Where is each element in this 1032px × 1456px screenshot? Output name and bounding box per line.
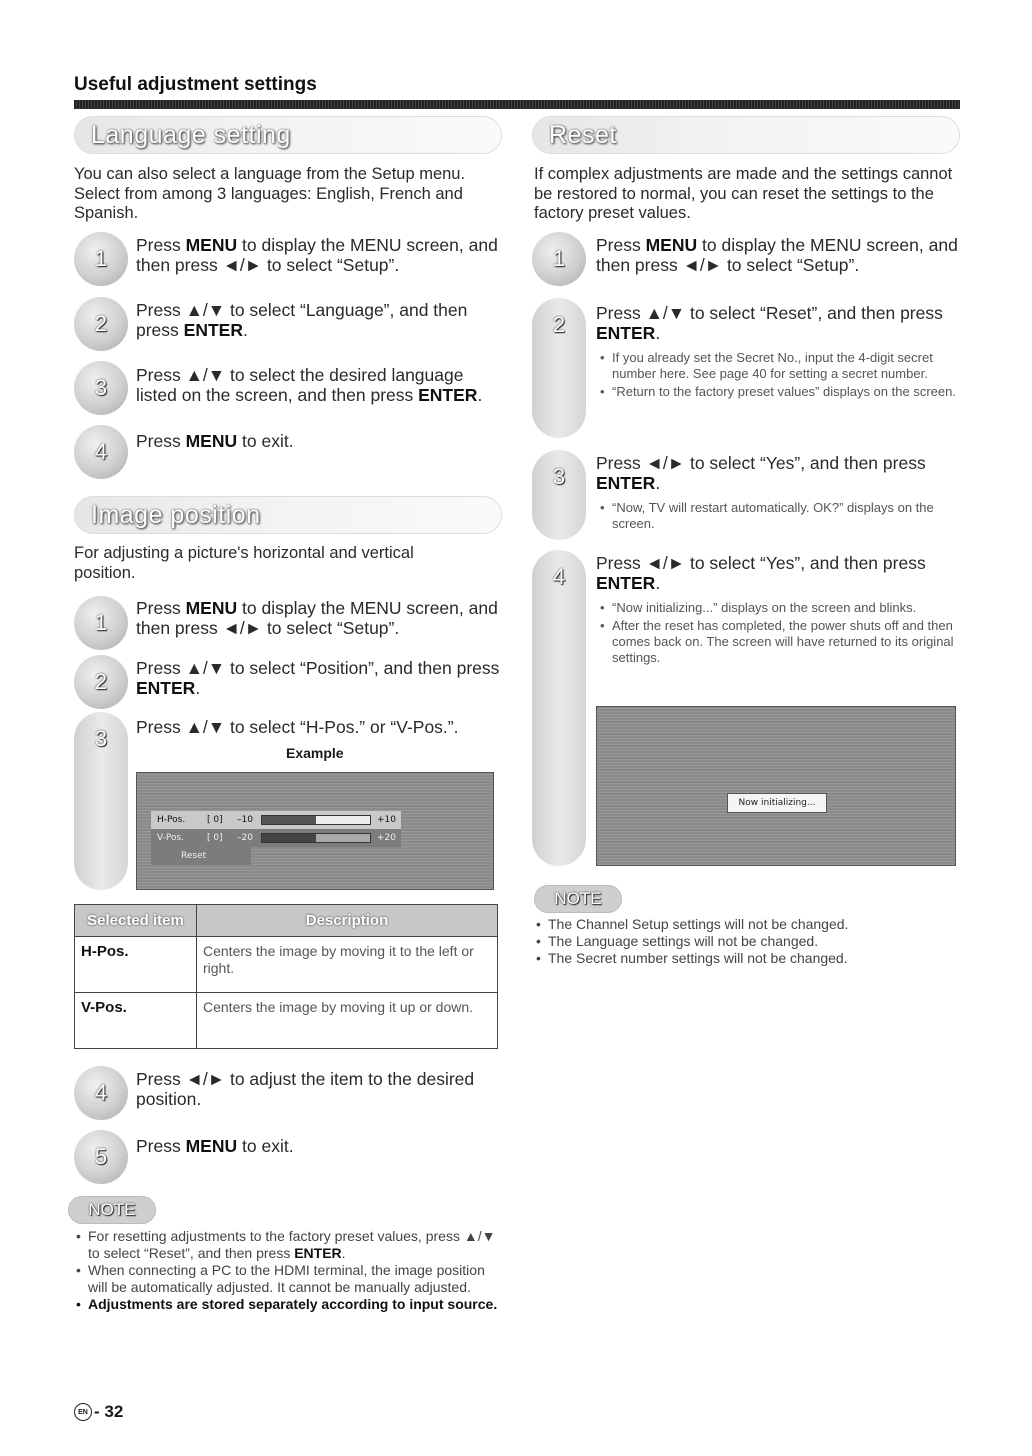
step-text: Press ▲/▼ to select “Language”, and then press ENTER. <box>136 300 468 340</box>
table-cell-desc: Centers the image by moving it to the left or right. <box>197 937 498 993</box>
reset-intro: If complex adjustments are made and the settings cannot be restored to normal, you can reset the settings to the factory preset values. <box>534 165 953 222</box>
note-badge <box>534 885 622 913</box>
step-number: 1 <box>74 232 128 286</box>
step-text: Press ▲/▼ to select “H-Pos.” or “V-Pos.”. <box>136 717 459 737</box>
step-text: Press MENU to exit. <box>136 431 294 451</box>
step-pill <box>74 712 128 890</box>
example-label: Example <box>286 745 344 761</box>
list-item: • For resetting adjustments to the factory preset values, press ▲/▼ to select “Reset”, and then press ENTER. <box>74 1228 504 1262</box>
table-cell-item: V-Pos. <box>75 993 197 1049</box>
osd-hpos-fill <box>262 816 316 824</box>
osd-hpos-slider[interactable] <box>261 815 371 825</box>
position-notes <box>74 1228 504 1313</box>
position-intro: For adjusting a picture's horizontal and vertical position. <box>74 544 414 582</box>
list-item: • After the reset has completed, the power shuts off and then comes back on. The screen will have returned to its original settings. <box>598 618 960 666</box>
step-text: Press ◄/► to adjust the item to the desired position. <box>136 1069 475 1109</box>
step-number: 1 <box>532 232 586 286</box>
table-header: Description <box>197 905 498 937</box>
step-bullets <box>598 348 958 400</box>
step-text: Press ▲/▼ to select the desired language listed on the screen, and then press ENTER. <box>136 365 483 405</box>
step-number: 2 <box>74 297 128 351</box>
initializing-screen <box>596 706 956 866</box>
step-text: Press MENU to exit. <box>136 1136 294 1156</box>
step-bullets <box>598 598 960 666</box>
page-footer <box>74 1402 123 1422</box>
step-text: Press ◄/► to select “Yes”, and then press ENTER. <box>596 553 926 593</box>
osd-hpos-label: H-Pos. <box>157 815 186 825</box>
section-title: Language setting <box>91 120 291 149</box>
language-badge: EN <box>74 1403 92 1421</box>
image-position-banner <box>74 496 502 534</box>
osd-vpos-max: +20 <box>377 833 396 843</box>
osd-vpos-min: –20 <box>237 833 253 843</box>
list-item: • “Return to the factory preset values” displays on the screen. <box>598 384 958 400</box>
osd-vpos-fill <box>262 834 316 842</box>
osd-reset-label: Reset <box>181 851 207 861</box>
step-number: 3 <box>94 726 108 751</box>
step-number: 2 <box>552 312 566 337</box>
section-title: Reset <box>549 120 617 149</box>
step-number: 4 <box>74 1066 128 1120</box>
table-row <box>75 993 498 1049</box>
language-setting-banner <box>74 116 502 154</box>
table-cell-item: H-Pos. <box>75 937 197 993</box>
osd-vpos-value: [ 0] <box>207 833 223 843</box>
language-intro: You can also select a language from the Setup menu. Select from among 3 languages: English, French and Spanish. <box>74 165 466 222</box>
step-text: Press ▲/▼ to select “Reset”, and then press ENTER. <box>596 303 943 343</box>
list-item: • “Now initializing...” displays on the screen and blinks. <box>598 600 960 616</box>
step-pill <box>532 450 586 540</box>
step-number: 1 <box>74 596 128 650</box>
step-number: 3 <box>552 464 566 489</box>
list-item: • The Language settings will not be changed. <box>534 933 954 950</box>
section-title: Image position <box>91 500 261 529</box>
step-number: 2 <box>74 655 128 709</box>
step-text: Press ▲/▼ to select “Position”, and then press ENTER. <box>136 658 500 698</box>
osd-hpos-min: –10 <box>237 815 253 825</box>
table-row <box>75 937 498 993</box>
step-bullets <box>598 498 958 532</box>
step-text: Press MENU to display the MENU screen, and then press ◄/► to select “Setup”. <box>136 598 498 638</box>
note-label: NOTE <box>554 889 602 908</box>
reset-notes <box>534 916 954 967</box>
step-text: Press MENU to display the MENU screen, and then press ◄/► to select “Setup”. <box>596 235 958 275</box>
step-text: Press ◄/► to select “Yes”, and then press ENTER. <box>596 453 926 493</box>
list-item: • The Channel Setup settings will not be changed. <box>534 916 954 933</box>
osd-hpos-value: [ 0] <box>207 815 223 825</box>
reset-banner <box>532 116 960 154</box>
step-number: 4 <box>74 425 128 479</box>
step-number: 4 <box>552 564 566 589</box>
note-label: NOTE <box>88 1200 136 1219</box>
description-table <box>74 904 498 1049</box>
step-number: 5 <box>74 1130 128 1184</box>
table-header: Selected item <box>75 905 197 937</box>
step-number: 3 <box>74 361 128 415</box>
page-header: Useful adjustment settings <box>74 74 317 95</box>
header-rule <box>74 100 960 109</box>
osd-vpos-label: V-Pos. <box>157 833 185 843</box>
list-item: • The Secret number settings will not be changed. <box>534 950 954 967</box>
initializing-dialog: Now initializing... <box>727 793 827 813</box>
list-item: • When connecting a PC to the HDMI terminal, the image position will be automatically adjusted. It cannot be manually adjusted. <box>74 1262 504 1296</box>
step-text: Press MENU to display the MENU screen, and then press ◄/► to select “Setup”. <box>136 235 498 275</box>
osd-hpos-max: +10 <box>377 815 396 825</box>
list-item: • Adjustments are stored separately according to input source. <box>74 1296 504 1313</box>
list-item: • “Now, TV will restart automatically. OK?” displays on the screen. <box>598 500 958 532</box>
osd-vpos-slider[interactable] <box>261 833 371 843</box>
step-pill <box>532 550 586 866</box>
list-item: • If you already set the Secret No., input the 4-digit secret number here. See page 40 for setting a secret number. <box>598 350 958 382</box>
osd-example-screen <box>136 772 494 890</box>
note-badge <box>68 1196 156 1224</box>
page-number: - 32 <box>94 1402 124 1421</box>
table-cell-desc: Centers the image by moving it up or down. <box>197 993 498 1049</box>
step-pill <box>532 298 586 438</box>
